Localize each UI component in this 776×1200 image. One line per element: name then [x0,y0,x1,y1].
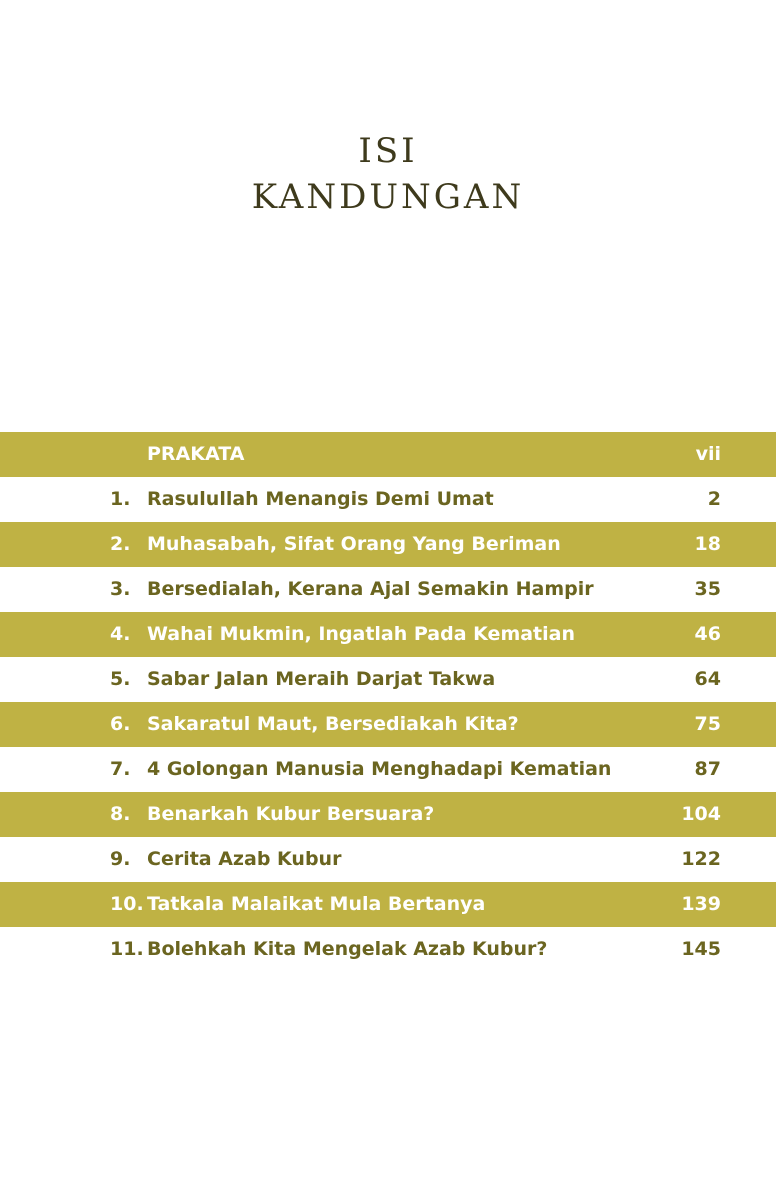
toc-page: 139 [681,893,721,915]
toc-number: 7. [110,758,131,780]
title-line-1: ISI [358,131,418,171]
toc-row[interactable] [0,612,776,657]
toc-page: 35 [694,578,721,600]
toc-title: Benarkah Kubur Bersuara? [147,803,435,825]
toc-number: 3. [110,578,131,600]
toc-title: Rasulullah Menangis Demi Umat [147,488,494,510]
toc-title: PRAKATA [147,443,245,465]
toc-title: Tatkala Malaikat Mula Bertanya [147,893,486,915]
toc-number: 8. [110,803,131,825]
toc-row[interactable] [0,882,776,927]
toc-title: Bolehkah Kita Mengelak Azab Kubur? [147,938,548,960]
toc-page: 64 [694,668,721,690]
toc-number: 11. [110,938,144,960]
toc-number: 9. [110,848,131,870]
toc-row[interactable] [0,927,776,972]
toc-row[interactable] [0,432,776,477]
table-of-contents [0,432,776,972]
toc-page: 2 [707,488,721,510]
toc-page: 46 [694,623,721,645]
toc-row[interactable] [0,747,776,792]
toc-title: Sabar Jalan Meraih Darjat Takwa [147,668,496,690]
toc-page: 145 [681,938,721,960]
toc-number: 6. [110,713,131,735]
toc-number: 1. [110,488,131,510]
toc-row[interactable] [0,477,776,522]
toc-row[interactable] [0,567,776,612]
toc-row[interactable] [0,702,776,747]
toc-number: 10. [110,893,144,915]
toc-page: 18 [694,533,721,555]
page-title [0,128,776,220]
toc-title: Sakaratul Maut, Bersediakah Kita? [147,713,519,735]
toc-page: 122 [681,848,721,870]
toc-page: 87 [694,758,721,780]
toc-row[interactable] [0,657,776,702]
toc-number: 4. [110,623,131,645]
toc-number: 5. [110,668,131,690]
toc-title: Bersedialah, Kerana Ajal Semakin Hampir [147,578,594,600]
toc-page: vii [695,443,721,465]
toc-page: 104 [681,803,721,825]
title-line-2: KANDUNGAN [251,177,525,217]
toc-title: Wahai Mukmin, Ingatlah Pada Kematian [147,623,576,645]
toc-title: 4 Golongan Manusia Menghadapi Kematian [147,758,612,780]
toc-row[interactable] [0,792,776,837]
toc-number: 2. [110,533,131,555]
toc-title: Cerita Azab Kubur [147,848,342,870]
toc-title: Muhasabah, Sifat Orang Yang Beriman [147,533,561,555]
toc-row[interactable] [0,837,776,882]
toc-row[interactable] [0,522,776,567]
toc-page: 75 [694,713,721,735]
